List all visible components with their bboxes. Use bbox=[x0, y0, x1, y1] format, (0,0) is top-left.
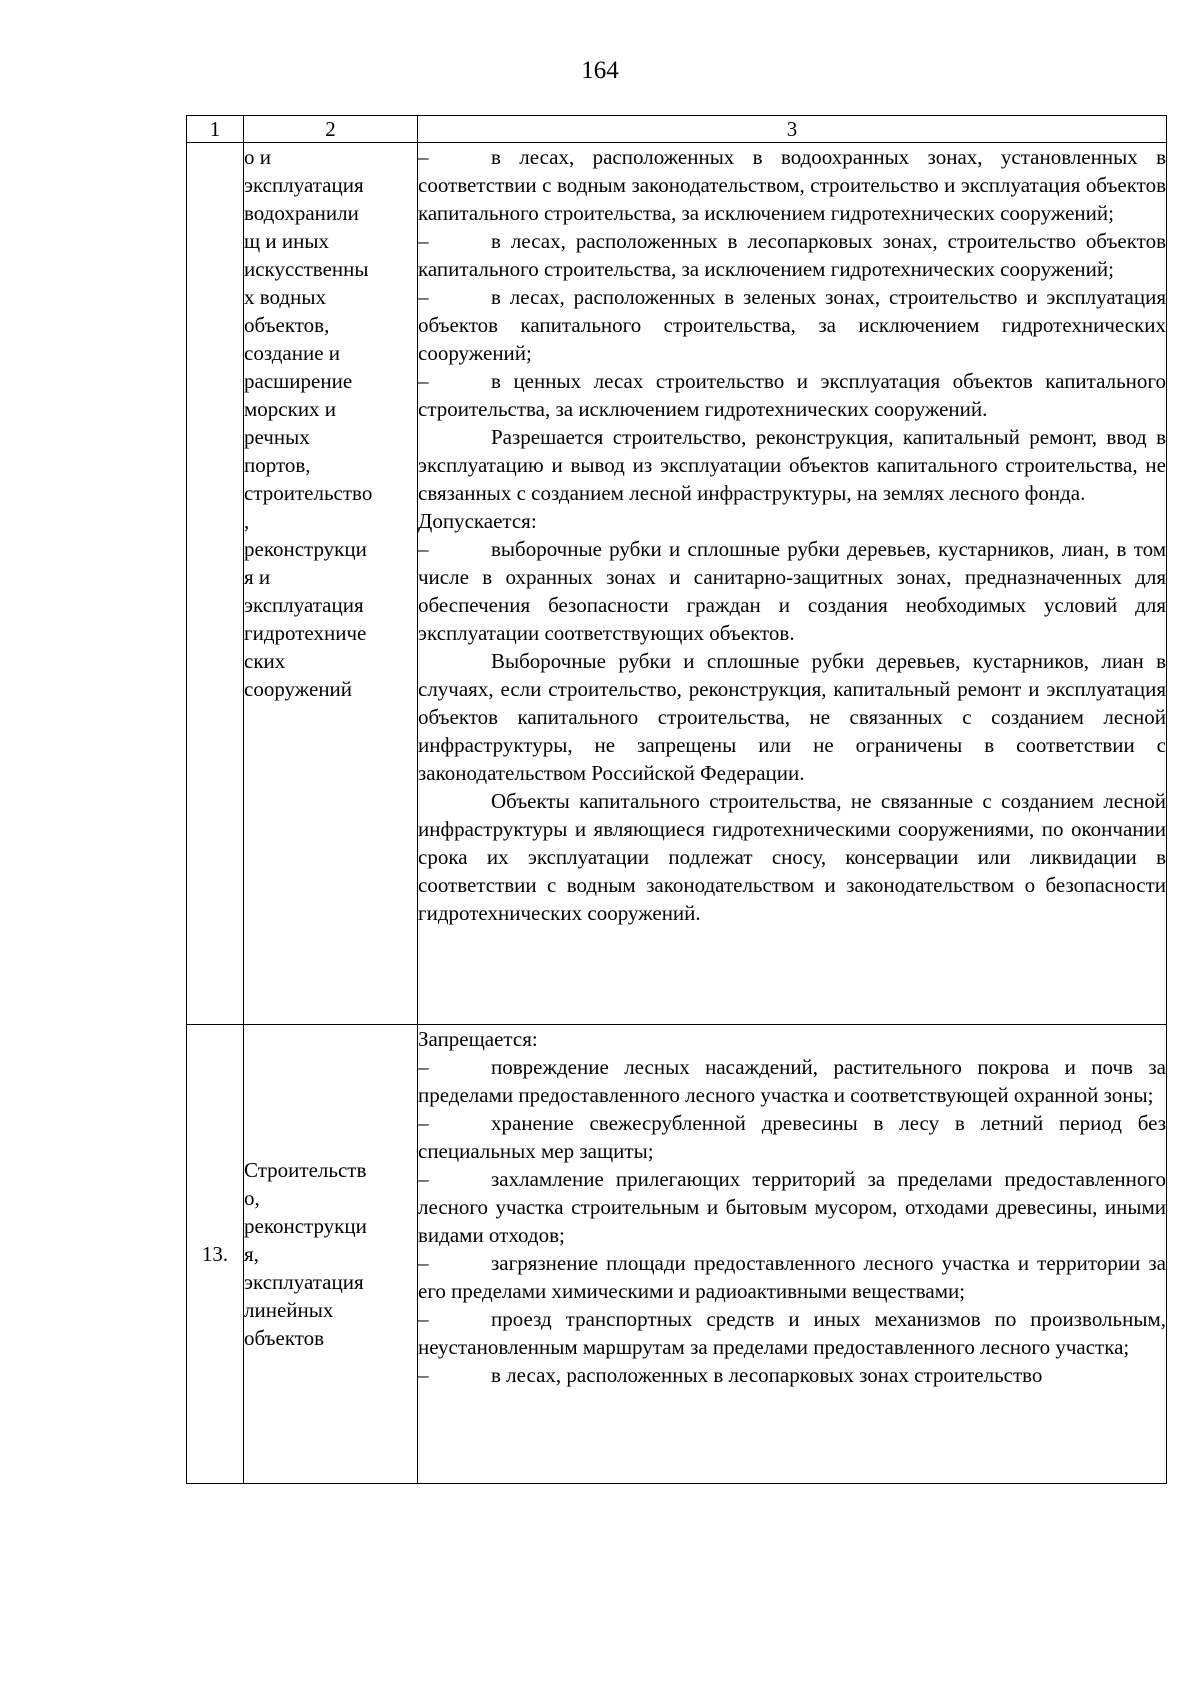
dash-marker: – bbox=[418, 369, 429, 393]
activity-name-line: эксплуатация bbox=[244, 593, 364, 617]
header-col-2: 2 bbox=[244, 116, 418, 143]
row-number bbox=[187, 143, 244, 1025]
dash-marker: – bbox=[418, 285, 429, 309]
bullet-paragraph: – в ценных лесах строительство и эксплуатация объектов капитального строительства, за исключением гидротехнических сооружений. bbox=[418, 369, 1166, 421]
indented-paragraph: Объекты капитального строительства, не связанные с созданием лесной инфраструктуры и являющиеся гидротехническими сооружениями, по окончании срока их эксплуатации подлежат сносу, консервации или ликвидации в соответствии с водным законодательством и законодательством о безопасности гидротехнических сооружений. bbox=[418, 789, 1166, 925]
activity-name-line: строительство bbox=[244, 481, 373, 505]
regulation-table bbox=[186, 115, 1167, 1484]
activity-name-line: щ и иных bbox=[244, 229, 329, 253]
dash-marker: – bbox=[418, 1111, 429, 1135]
bullet-paragraph: – повреждение лесных насаждений, растительного покрова и почв за пределами предоставленного лесного участка и соответствующей охранной зоны; bbox=[418, 1055, 1166, 1107]
regulation-text-cell bbox=[418, 143, 1167, 1025]
activity-name-line: ских bbox=[244, 649, 286, 673]
activity-name-line: я и bbox=[244, 565, 271, 589]
dash-marker: – bbox=[418, 1055, 429, 1079]
plain-paragraph: Допускается: bbox=[418, 509, 537, 533]
plain-paragraph: Запрещается: bbox=[418, 1027, 538, 1051]
activity-name-line: , bbox=[244, 509, 250, 533]
activity-name-line: водохранили bbox=[244, 201, 359, 225]
bullet-paragraph: – захламление прилегающих территорий за пределами предоставленного лесного участка строительным и бытовым мусором, отходами древесины, иными видами отходов; bbox=[418, 1167, 1166, 1247]
bullet-paragraph: – загрязнение площади предоставленного лесного участка и территории за его пределами химическими и радиоактивными веществами; bbox=[418, 1251, 1166, 1303]
activity-name-line: расширение bbox=[244, 369, 353, 393]
dash-marker: – bbox=[418, 1307, 429, 1331]
activity-name-line: линейных bbox=[244, 1298, 334, 1322]
activity-name-line: я, bbox=[244, 1242, 259, 1266]
activity-name-cell bbox=[244, 1025, 418, 1484]
header-col-3: 3 bbox=[418, 116, 1167, 143]
table-header-row bbox=[187, 116, 1167, 143]
indented-paragraph: Выборочные рубки и сплошные рубки деревьев, кустарников, лиан в случаях, если строительство, реконструкция, капитальный ремонт и эксплуатация объектов капитального строительства, не связанных с созданием лесной инфраструктуры, не запрещены или не ограничены в соответствии с законодательством Российской Федерации. bbox=[418, 649, 1166, 785]
table-row bbox=[187, 1025, 1167, 1484]
activity-name-line: эксплуатация bbox=[244, 173, 364, 197]
dash-marker: – bbox=[418, 537, 429, 561]
activity-name-line: о, bbox=[244, 1186, 260, 1210]
dash-marker: – bbox=[418, 145, 429, 169]
page-number: 164 bbox=[581, 57, 619, 84]
table-row bbox=[187, 143, 1167, 1025]
activity-name-line: эксплуатация bbox=[244, 1270, 364, 1294]
activity-name-line: реконструкци bbox=[244, 537, 367, 561]
activity-name-line: Строительств bbox=[244, 1158, 367, 1182]
activity-name-line: речных bbox=[244, 425, 310, 449]
dash-marker: – bbox=[418, 1251, 429, 1275]
bullet-paragraph: – в лесах, расположенных в зеленых зонах, строительство и эксплуатация объектов капитального строительства, за исключением гидротехнических сооружений; bbox=[418, 285, 1166, 365]
bullet-paragraph: – в лесах, расположенных в лесопарковых зонах строительство bbox=[418, 1363, 1043, 1387]
bullet-paragraph: – проезд транспортных средств и иных механизмов по произвольным, неустановленным маршрутам за пределами предоставленного лесного участка; bbox=[418, 1307, 1166, 1359]
bullet-paragraph: – в лесах, расположенных в лесопарковых зонах, строительство объектов капитального строительства, за исключением гидротехнических сооружений; bbox=[418, 229, 1166, 281]
bullet-paragraph: – хранение свежесрубленной древесины в лесу в летний период без специальных мер защиты; bbox=[418, 1111, 1166, 1163]
activity-name-cell bbox=[244, 143, 418, 1025]
activity-name-line: х водных bbox=[244, 285, 326, 309]
activity-name-line: сооружений bbox=[244, 677, 353, 701]
indented-paragraph: Разрешается строительство, реконструкция, капитальный ремонт, ввод в эксплуатацию и вывод из эксплуатации объектов капитального строительства, не связанных с созданием лесной инфраструктуры, на землях лесного фонда. bbox=[418, 425, 1166, 505]
activity-name-line: о и bbox=[244, 145, 271, 169]
bullet-paragraph: – выборочные рубки и сплошные рубки деревьев, кустарников, лиан, в том числе в охранных зонах и санитарно-защитных зонах, предназначенных для обеспечения безопасности граждан и создания необходимых условий для эксплуатации соответствующих объектов. bbox=[418, 537, 1166, 645]
activity-name-line: искусственны bbox=[244, 257, 369, 281]
activity-name-line: морских и bbox=[244, 397, 337, 421]
activity-name-line: создание и bbox=[244, 341, 341, 365]
regulation-text-cell bbox=[418, 1025, 1167, 1484]
row-number: 13. bbox=[187, 1025, 244, 1484]
bullet-paragraph: – в лесах, расположенных в водоохранных зонах, установленных в соответствии с водным законодательством, строительство и эксплуатация объектов капитального строительства, за исключением гидротехнических сооружений; bbox=[418, 145, 1166, 225]
dash-marker: – bbox=[418, 1363, 429, 1387]
activity-name-line: гидротехниче bbox=[244, 621, 367, 645]
activity-name-line: портов, bbox=[244, 453, 311, 477]
activity-name-line: объектов, bbox=[244, 313, 330, 337]
activity-name-line: реконструкци bbox=[244, 1214, 367, 1238]
dash-marker: – bbox=[418, 1167, 429, 1191]
header-col-1: 1 bbox=[187, 116, 244, 143]
dash-marker: – bbox=[418, 229, 429, 253]
activity-name-line: объектов bbox=[244, 1326, 325, 1350]
